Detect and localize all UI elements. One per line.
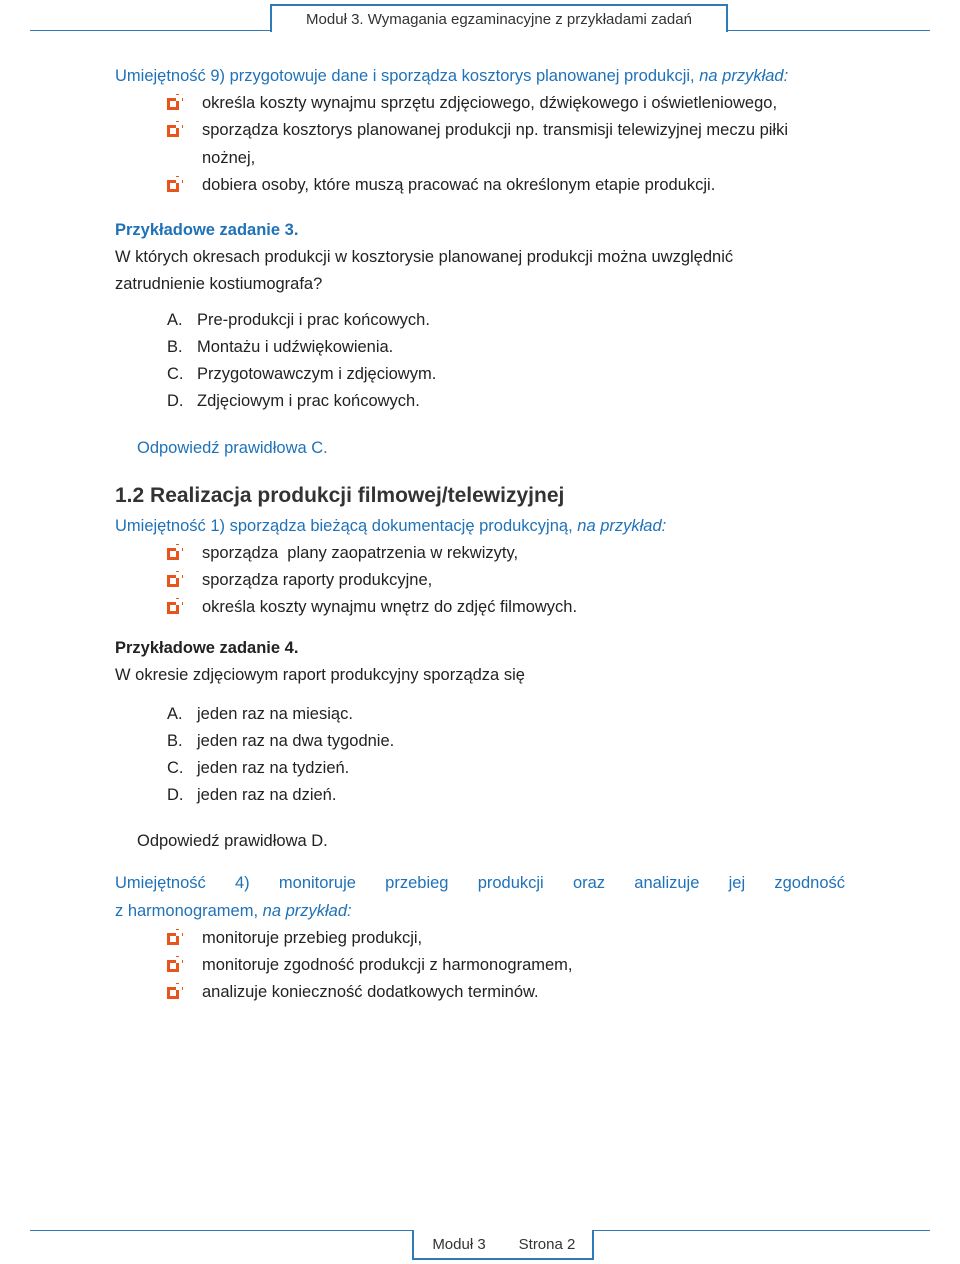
skill1-intro-text: Umiejętność 1) sporządza bieżącą dokumentację produkcyjną, [115,517,573,535]
task3-option-d-letter: D. [167,392,184,410]
skill4-bullet-3: analizuje konieczność dodatkowych terminów. [202,983,539,1001]
section-heading: 1.2 Realizacja produkcji filmowej/telewizyjnej [115,484,565,507]
skill4-bullet-1: monitoruje przebieg produkcji, [202,929,423,947]
skill9-intro-italic: na przykład: [699,67,789,85]
skill9-intro [115,64,788,88]
skill9-bullet-2-cont: nożnej, [202,149,256,167]
skill4-bullet-2: monitoruje zgodność produkcji z harmonogramem, [202,956,573,974]
task3-option-b-letter: B. [167,338,183,356]
header-title: Moduł 3. Wymagania egzaminacyjne z przykładami zadań [270,4,728,32]
task4-option-d-letter: D. [167,786,184,804]
task3-option-a-text: Pre-produkcji i prac końcowych. [197,311,430,329]
task4-option-b-text: jeden raz na dwa tygodnie. [197,732,395,750]
skill1-bullet-1: sporządza plany zaopatrzenia w rekwizyty, [202,544,519,562]
checkbox-bullet-icon [167,180,179,192]
checkbox-bullet-icon [167,933,179,945]
checkbox-bullet-icon [167,548,179,560]
task4-title: Przykładowe zadanie 4. [115,639,299,657]
skill4-intro-italic: na przykład: [262,902,352,920]
task4-option-a-letter: A. [167,705,183,723]
task3-question-line1: W których okresach produkcji w kosztorysie planowanej produkcji można uwzględnić [115,248,734,266]
skill4-intro-line2-text: z harmonogramem, [115,902,259,920]
task3-title: Przykładowe zadanie 3. [115,221,299,239]
checkbox-bullet-icon [167,602,179,614]
skill1-bullet-2: sporządza raporty produkcyjne, [202,571,433,589]
task3-option-c-letter: C. [167,365,184,383]
skill4-intro-line2 [115,899,352,923]
footer-module: Moduł 3 [412,1230,506,1260]
checkbox-bullet-icon [167,98,179,110]
skill9-bullet-2: sporządza kosztorys planowanej produkcji np. transmisji telewizyjnej meczu piłki [202,121,788,139]
task3-option-a-letter: A. [167,311,183,329]
skill1-intro [115,514,666,538]
task4-option-d-text: jeden raz na dzień. [197,786,337,804]
checkbox-bullet-icon [167,575,179,587]
task3-question-line2: zatrudnienie kostiumografa? [115,275,323,293]
checkbox-bullet-icon [167,125,179,137]
skill9-intro-text: Umiejętność 9) przygotowuje dane i sporządza kosztorys planowanej produkcji, [115,67,695,85]
checkbox-bullet-icon [167,987,179,999]
task3-option-d-text: Zdjęciowym i prac końcowych. [197,392,420,410]
task4-option-b-letter: B. [167,732,183,750]
task4-option-a-text: jeden raz na miesiąc. [197,705,353,723]
footer-page-number: Strona 2 [502,1230,594,1260]
skill9-bullet-1: określa koszty wynajmu sprzętu zdjęciowego, dźwiękowego i oświetleniowego, [202,94,778,112]
task4-answer: Odpowiedź prawidłowa D. [137,832,328,850]
task4-option-c-text: jeden raz na tydzień. [197,759,350,777]
skill4-intro-line1: Umiejętność 4) monitoruje przebieg produkcji oraz analizuje jej zgodność [115,874,845,892]
skill1-intro-italic: na przykład: [577,517,667,535]
checkbox-bullet-icon [167,960,179,972]
skill1-bullet-3: określa koszty wynajmu wnętrz do zdjęć filmowych. [202,598,578,616]
task4-question: W okresie zdjęciowym raport produkcyjny sporządza się [115,666,525,684]
task4-option-c-letter: C. [167,759,184,777]
task3-option-b-text: Montażu i udźwiękowienia. [197,338,394,356]
skill9-bullet-3: dobiera osoby, które muszą pracować na określonym etapie produkcji. [202,176,716,194]
task3-option-c-text: Przygotowawczym i zdjęciowym. [197,365,437,383]
task3-answer: Odpowiedź prawidłowa C. [137,439,328,457]
